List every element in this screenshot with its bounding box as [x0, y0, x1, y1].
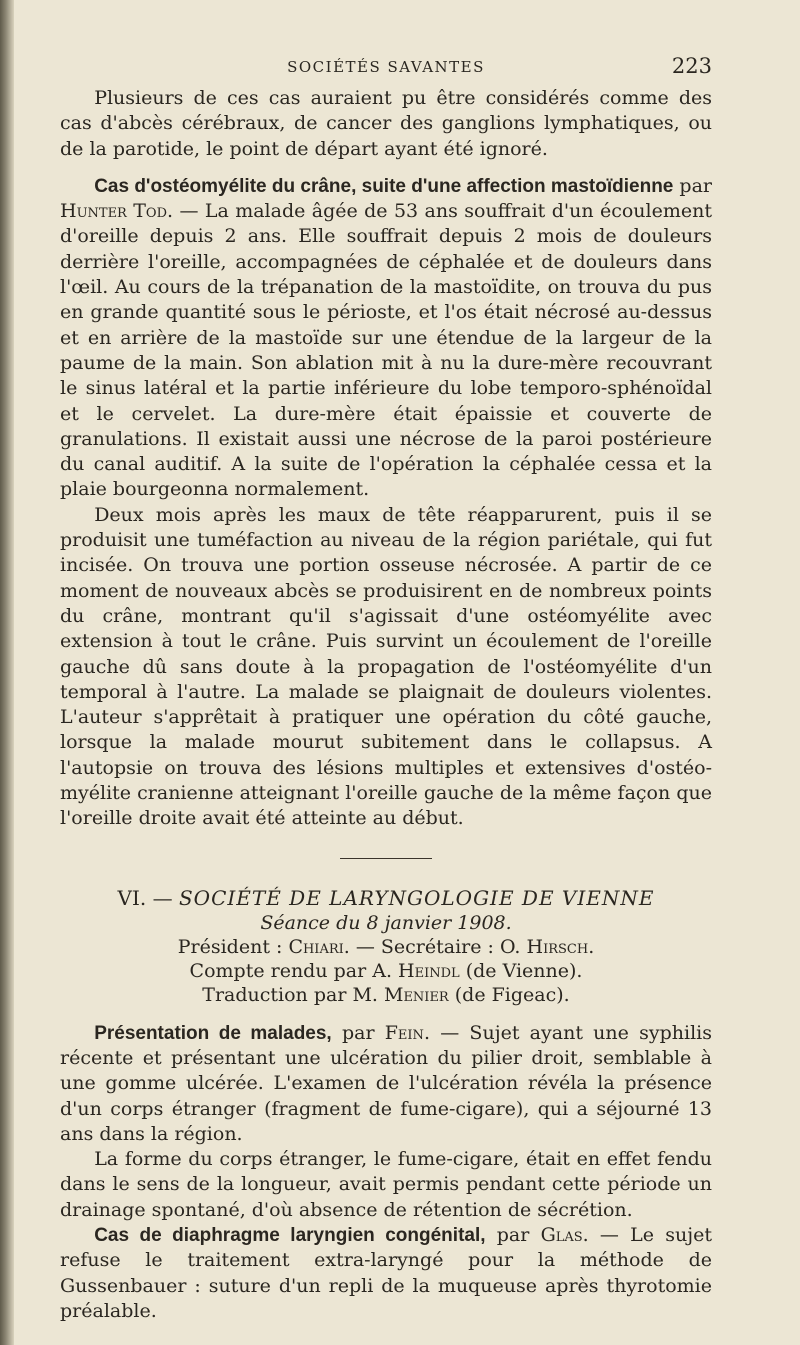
president-name: Chiari	[288, 935, 344, 958]
paragraph-intro: Plusieurs de ces cas auraient pu être considérés comme des cas d'abcès cérébraux, de cancer des ganglions lymphatiques, ou de la parotide, le point de départ ayant été ignoré.	[60, 87, 712, 160]
translator-name: Menier	[383, 983, 449, 1006]
case-text: . — Sujet ayant une syphilis récente et présentant une ulcération du pilier droit, semblable à une gomme ulcérée. L'examen de l'ulcération révéla la présence d'un corps étranger (fragment de fume-cigare), qui a séjourné 13 ans dans la région.	[60, 1021, 712, 1145]
case-author: Hunter Tod	[60, 200, 168, 223]
report-line	[60, 959, 712, 983]
officers-line	[60, 935, 712, 959]
case-text: . — Le sujet refuse le traitement extra-laryngé pour la méthode de Gussenbauer : suture d'un repli de la muqueuse après thyrotomie préalable.	[60, 1223, 713, 1322]
body-text	[60, 86, 712, 832]
society-title	[60, 885, 712, 911]
case-text: . — La malade âgée de 53 ans souffrait d'un écoulement d'oreille depuis 2 ans. Elle souffrait depuis 2 mois de douleurs derrière l'oreille, accompagnées de céphalée et de douleurs dans l'œil. Au cours de la trépanation de la mastoïdite, on trouva du pus en grande quantité sous le périoste, et l'os était nécrosé au-dessus et en arrière de la mastoïde sur une étendue de la largeur de la paume de la main. Son ablation mit à nu la dure-mère recouvrant le sinus latéral et la partie inférieure du lobe temporo-sphénoïdal et le cervelet. La dure-mère était épaissie et couverte de granulations. Il existait aussi une nécrose de la paroi postérieure du canal auditif. A la suite de l'opération la céphalée cessa et la plaie bourgeonna normalement.	[60, 200, 712, 501]
document-page	[60, 54, 712, 1324]
case-title: Cas de diaphragme laryngien congénital,	[94, 1224, 486, 1246]
book-binding-edge	[0, 0, 14, 1345]
case-diaphragm	[60, 1223, 712, 1324]
session-date: Séance du 8 janvier 1908.	[260, 911, 512, 934]
report-label: Compte rendu par A.	[189, 959, 399, 982]
president-label: Président :	[177, 935, 289, 958]
translation-line	[60, 983, 712, 1007]
page-header	[60, 54, 712, 86]
secretary-label: . — Secrétaire : O.	[343, 935, 527, 958]
section-divider	[340, 858, 432, 859]
translation-label: Traduction par M.	[202, 983, 384, 1006]
report-place: (de Vienne).	[459, 959, 583, 982]
case-by: par	[331, 1021, 385, 1044]
case-osteomyelitis-continued: Deux mois après les maux de tête réapparurent, puis il se produisit une tuméfaction au niveau de la région pariétale, qui fut incisée. On trouva une portion osseuse nécrosée. A partir de ce moment de nouveaux abcès se produisirent en de nombreux points du crâne, montrant qu'il s'agissait d'une ostéomyélite avec extension à tout le crâne. Puis survint un écoulement de l'oreille gauche dû sans doute à la propagation de l'ostéomyélite d'un temporal à l'autre. La malade se plaignait de douleurs violentes. L'auteur s'apprêtait à pratiquer une opération du côté gauche, lorsque la malade mourut subitement dans le collapsus. A l'autopsie on trouva des lésions multiples et extensives d'ostéo-myélite cranienne atteignant l'oreille gauche de la même façon que l'oreille droite avait été atteinte au début.	[60, 503, 712, 830]
case-by: par	[679, 174, 712, 197]
body-text-society	[60, 1021, 712, 1325]
case-osteomyelitis	[60, 174, 712, 503]
secretary-name: Hirsch	[526, 935, 589, 958]
case-author: Fein	[384, 1021, 424, 1044]
society-name: SOCIÉTÉ DE LARYNGOLOGIE DE VIENNE	[178, 885, 655, 910]
case-author: Glas	[540, 1223, 583, 1246]
secretary-end: .	[588, 935, 595, 958]
case-presentation-continued: La forme du corps étranger, le fume-cigare, était en effet fendu dans le sens de la longueur, avait permis pendant cette période un drainage spontané, d'où absence de rétention de sécrétion.	[60, 1148, 712, 1221]
case-title: Cas d'ostéomyélite du crâne, suite d'une affection mastoïdienne	[94, 175, 674, 197]
case-presentation	[60, 1021, 712, 1147]
translation-place: (de Figeac).	[448, 983, 570, 1006]
case-by: par	[485, 1223, 541, 1246]
reporter-name: Heindl	[398, 959, 460, 982]
society-number: VI. —	[117, 885, 179, 910]
page-number: 223	[671, 54, 712, 78]
case-title: Présentation de malades,	[94, 1022, 332, 1044]
running-head: SOCIÉTÉS SAVANTES	[287, 58, 485, 76]
society-header	[60, 885, 712, 1007]
